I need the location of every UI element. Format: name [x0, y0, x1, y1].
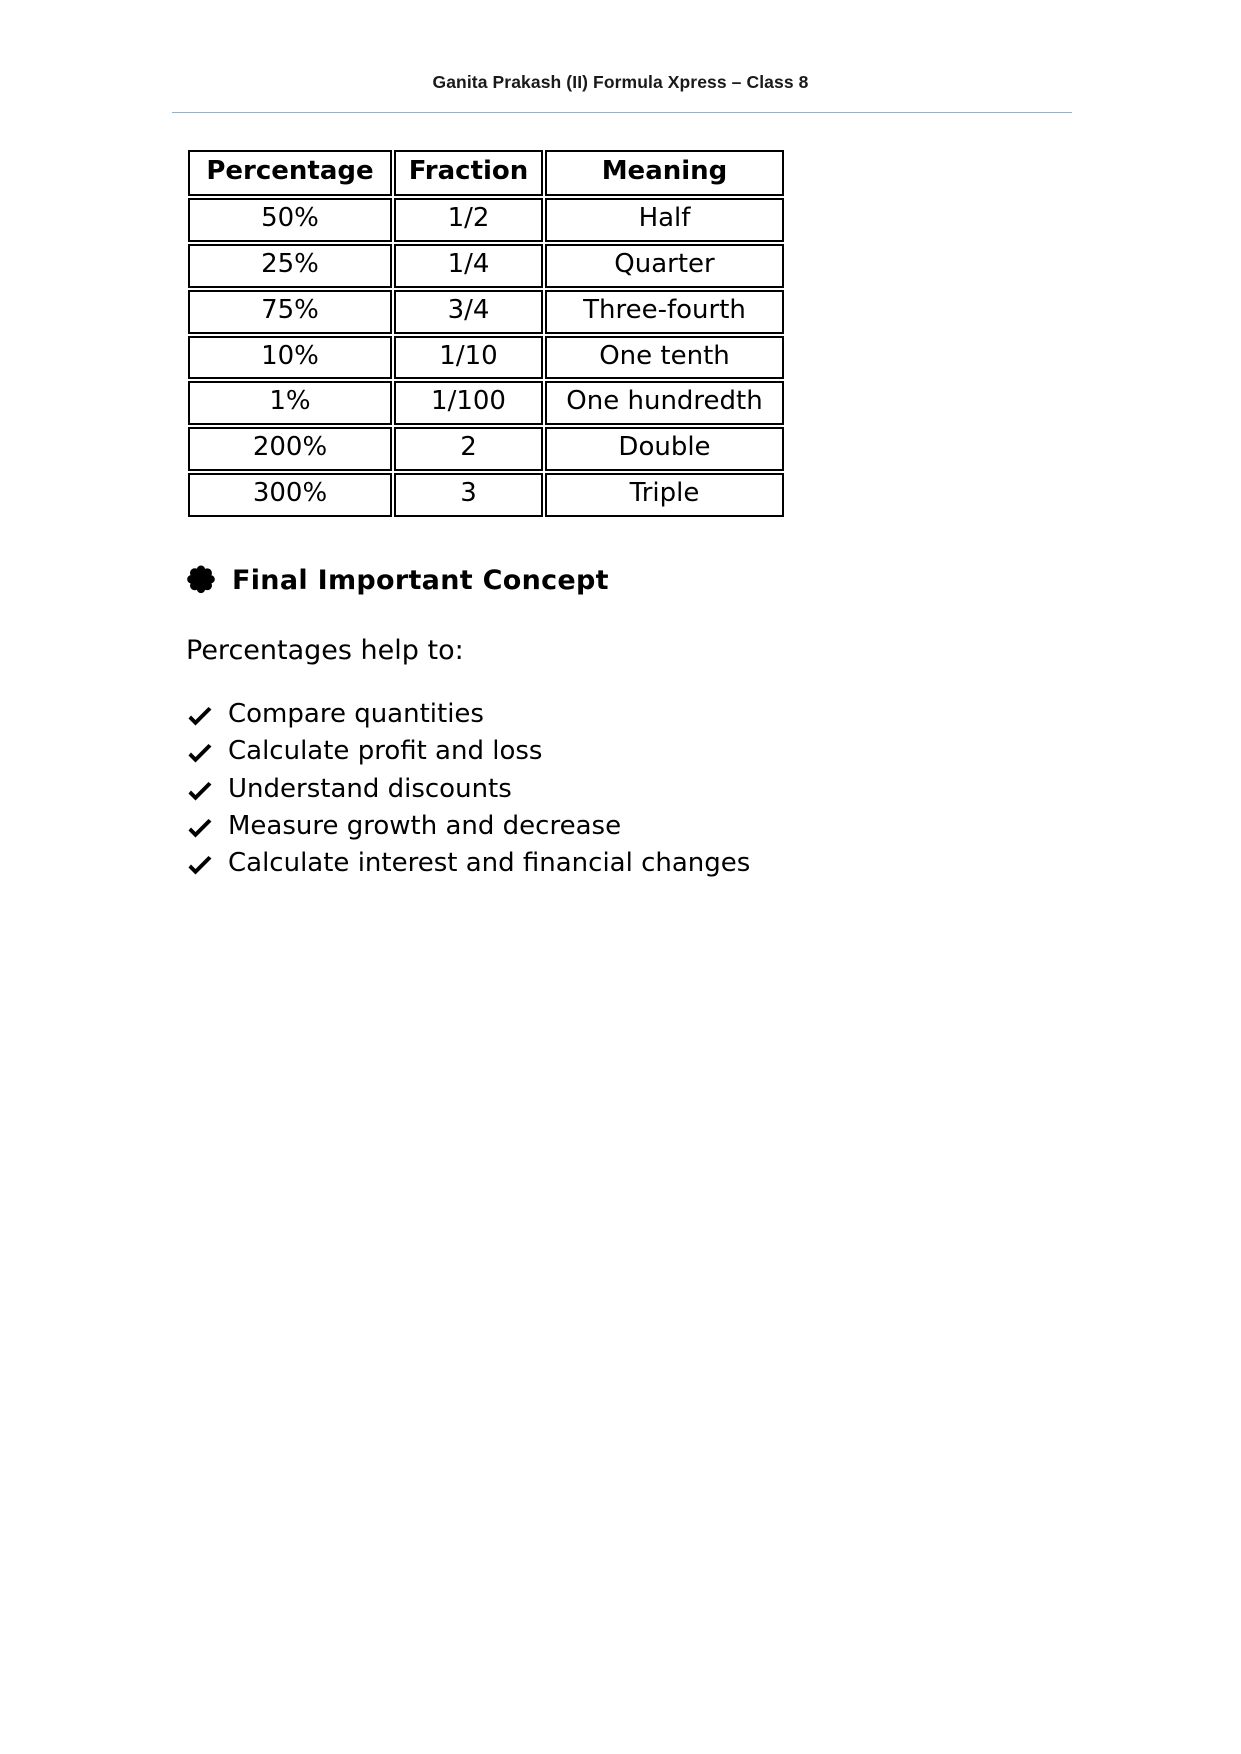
list-item: [186, 697, 750, 732]
cell-fraction: 3/4: [394, 290, 543, 334]
cell-percentage: 200%: [188, 427, 392, 471]
cell-meaning: One hundredth: [545, 381, 784, 425]
check-icon: [186, 779, 214, 807]
list-item-label: Calculate profit and loss: [228, 736, 543, 767]
list-item-label: Measure growth and decrease: [228, 811, 622, 842]
cell-fraction: 1/10: [394, 336, 543, 380]
check-icon: [186, 741, 214, 769]
section-intro: Percentages help to:: [186, 635, 464, 666]
column-header-percentage: Percentage: [188, 150, 392, 196]
table-row: [188, 381, 784, 425]
list-item: [186, 734, 750, 769]
table-row: [188, 198, 784, 242]
column-header-fraction: Fraction: [394, 150, 543, 196]
section-heading: [186, 565, 609, 596]
cell-fraction: 1/100: [394, 381, 543, 425]
cell-meaning: Quarter: [545, 244, 784, 288]
cell-percentage: 25%: [188, 244, 392, 288]
list-item-label: Compare quantities: [228, 699, 484, 729]
cell-percentage: 75%: [188, 290, 392, 334]
cell-percentage: 50%: [188, 198, 392, 242]
cell-percentage: 10%: [188, 336, 392, 380]
cell-meaning: Double: [545, 427, 784, 471]
cell-fraction: 2: [394, 427, 543, 471]
benefits-list: [186, 697, 750, 884]
check-icon: [186, 704, 214, 732]
check-icon: [186, 816, 214, 844]
table-header-row: [188, 150, 784, 196]
cell-fraction: 3: [394, 473, 543, 517]
list-item-label: Understand discounts: [228, 773, 512, 804]
cell-meaning: Half: [545, 198, 784, 242]
column-header-meaning: Meaning: [545, 150, 784, 196]
list-item: [186, 846, 750, 881]
table-row: [188, 244, 784, 288]
list-item: [186, 809, 750, 844]
table-row: [188, 290, 784, 334]
cell-meaning: Three-fourth: [545, 290, 784, 334]
list-item: [186, 772, 750, 807]
cell-percentage: 300%: [188, 473, 392, 517]
check-icon: [186, 853, 214, 881]
percentage-fraction-table: [186, 148, 786, 519]
header-divider: [172, 112, 1072, 113]
cell-percentage: 1%: [188, 381, 392, 425]
header-title: Ganita Prakash (II) Formula Xpress – Class 8: [432, 72, 809, 92]
cell-fraction: 1/4: [394, 244, 543, 288]
star-icon: [186, 564, 216, 594]
table-row: [188, 427, 784, 471]
cell-meaning: Triple: [545, 473, 784, 517]
page-header: [0, 72, 1241, 93]
list-item-label: Calculate interest and financial changes: [228, 848, 751, 879]
table-row: [188, 336, 784, 380]
table-row: [188, 473, 784, 517]
cell-fraction: 1/2: [394, 198, 543, 242]
cell-meaning: One tenth: [545, 336, 784, 380]
section-title: Final Important Concept: [232, 565, 609, 596]
